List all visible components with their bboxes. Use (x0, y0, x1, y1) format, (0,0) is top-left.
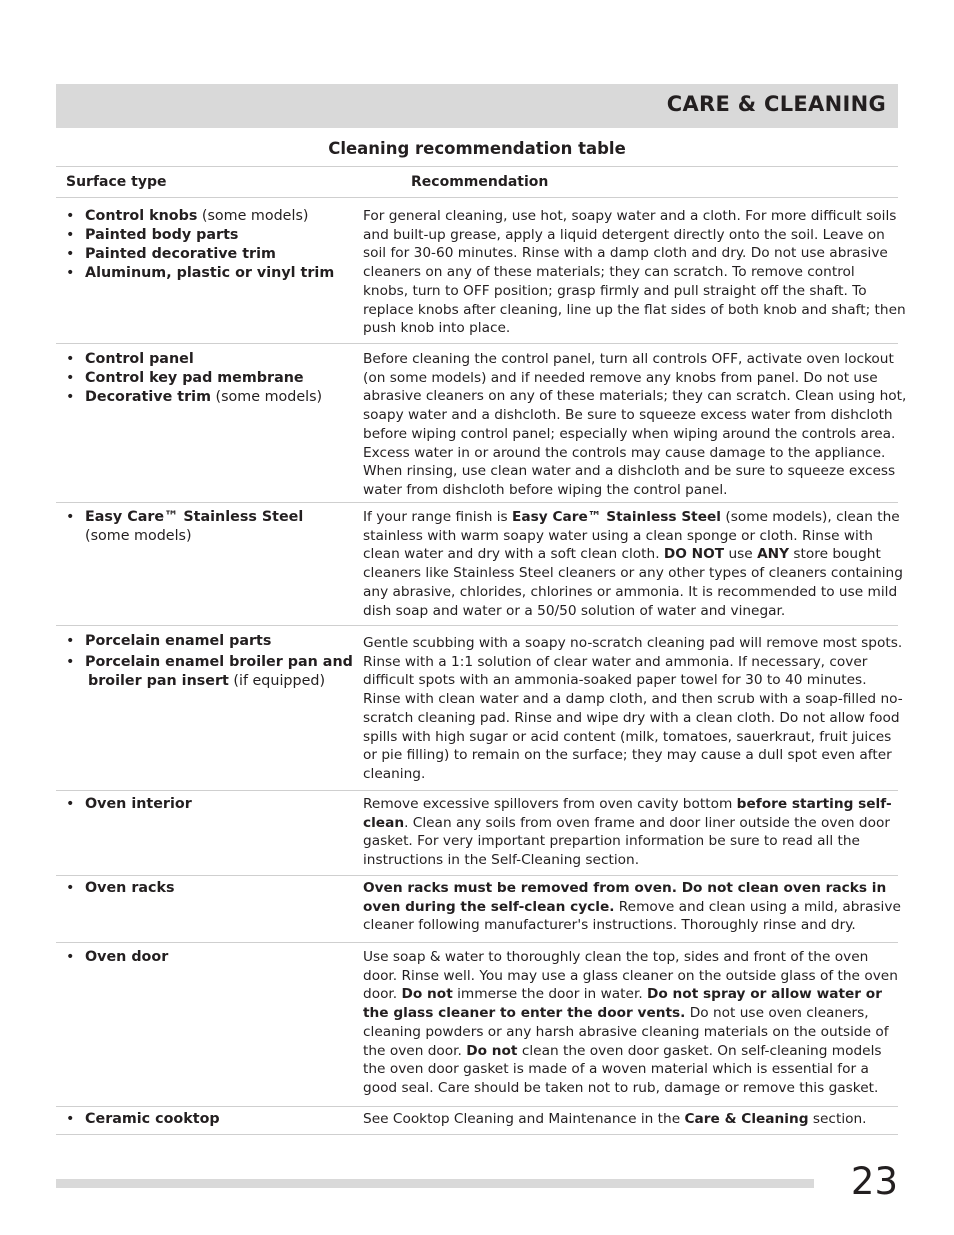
table-bottom-divider (56, 1134, 898, 1135)
surface-item: • Oven door (66, 949, 169, 965)
row-divider (56, 502, 898, 503)
surface-cell (66, 508, 346, 546)
recommendation-cell (363, 634, 903, 784)
header-divider (56, 197, 898, 198)
rec-line: gasket. For very important prepartion information be sure to read all the (363, 833, 860, 850)
rec-line: cleaners on any of these materials; they can scratch. To remove control (363, 264, 855, 281)
surface-name: Control key pad membrane (85, 370, 304, 386)
surface-cell (66, 948, 346, 967)
surface-cell (66, 1110, 346, 1129)
rec-line: the oven door. Do not clean the oven door gasket. On self-cleaning models (363, 1042, 882, 1059)
rec-line: When rinsing, use clean water and a dishcloth and be sure to squeeze excess (363, 463, 896, 480)
surface-item: • Aluminum, plastic or vinyl trim (66, 265, 335, 281)
header-bar (56, 84, 898, 128)
rec-line: Oven racks must be removed from oven. Do not clean oven racks in (363, 880, 887, 896)
rec-line: stainless with warm soapy water using a clean sponge or cloth. Rinse with (363, 527, 873, 544)
rec-line: (on some models) and if needed remove any knobs from panel. Do not use (363, 369, 878, 386)
rec-line: See Cooktop Cleaning and Maintenance in the Care & Cleaning section. (363, 1111, 867, 1127)
surface-cell (66, 350, 346, 407)
rec-line: before wiping control panel; especially when wiping around the controls area. (363, 425, 896, 442)
rec-line: cleaning. (363, 765, 426, 782)
rec-line: any abrasive, chlorides, chlorines or ammonia. It is recommended to use mild (363, 583, 898, 600)
recommendation-cell (363, 350, 907, 500)
recommendation-cell (363, 207, 906, 338)
rec-line: Before cleaning the control panel, turn all controls OFF, activate oven lockout (363, 351, 894, 367)
rec-line: For general cleaning, use hot, soapy water and a cloth. For more difficult soils (363, 208, 897, 224)
surface-name: Oven door (85, 949, 169, 965)
rec-line: clean. Clean any soils from oven frame and door liner outside the oven door (363, 814, 890, 831)
rec-line: or pie filling) to remain on the surface; they may cause a dull spot even after (363, 747, 892, 764)
rec-line: soapy water and a dishcloth. Be sure to squeeze excess water from dishcloth (363, 407, 893, 424)
surface-item: • Control key pad membrane (66, 370, 304, 386)
surface-name: Porcelain enamel parts (85, 633, 272, 649)
rec-line: cleaning powders or any harsh abrasive cleaning materials on the outside of (363, 1023, 889, 1040)
rec-line: the glass cleaner to enter the door vents. Do not use oven cleaners, (363, 1005, 869, 1022)
rec-line: If your range finish is Easy Care™ Stainless Steel (some models), clean the (363, 509, 900, 525)
surface-item: • Painted decorative trim (66, 246, 276, 262)
column-header-surface: Surface type (66, 174, 167, 190)
row-divider (56, 942, 898, 943)
rec-line: good seal. Care should be taken not to rub, damage or remove this gasket. (363, 1079, 879, 1096)
surface-cell (66, 207, 346, 283)
surface-cell (66, 879, 346, 898)
rec-line: abrasive cleaners on any of these materials; they can scratch. Clean using hot, (363, 388, 907, 405)
rec-line: door. Do not immerse the door in water. Do not spray or allow water or (363, 986, 882, 1003)
page-number: 23 (850, 1160, 898, 1203)
recommendation-cell (363, 508, 903, 620)
table-title: Cleaning recommendation table (328, 139, 626, 158)
rec-line: Rinse with a 1:1 solution of clear water and ammonia. If necessary, cover (363, 653, 868, 670)
rec-line: instructions in the Self-Cleaning section. (363, 852, 640, 869)
surface-name: Painted decorative trim (85, 246, 276, 262)
rec-line: Rinse with clean water and a damp cloth, and then scrub with a soap-filled no- (363, 691, 903, 708)
column-header-recommendation: Recommendation (411, 174, 549, 190)
surface-name: Porcelain enamel broiler pan and (85, 654, 353, 670)
surface-name: Control panel (85, 351, 194, 367)
rec-line: cleaner following manufacturer's instructions. Thoroughly rinse and dry. (363, 917, 856, 934)
surface-cell (66, 795, 346, 814)
surface-item: • Ceramic cooktop (66, 1111, 220, 1127)
surface-item: • Oven interior (66, 796, 192, 812)
section-title: CARE & CLEANING (666, 92, 886, 116)
rec-line: door. Rinse well. You may use a glass cleaner on the outside glass of the oven (363, 967, 898, 984)
surface-note: (some models) (85, 528, 192, 544)
rec-line: Use soap & water to thoroughly clean the top, sides and front of the oven (363, 949, 869, 965)
surface-item: • Painted body parts (66, 227, 239, 243)
rec-line: difficult spots with an ammonia-soaked paper towel for 30 to 40 minutes. (363, 672, 867, 689)
row-divider (56, 343, 898, 344)
surface-name: Painted body parts (85, 227, 239, 243)
rec-line: and built-up grease, apply a liquid detergent directly onto the soil. Leave on (363, 226, 885, 243)
surface-item: • Control knobs (some models) (66, 208, 309, 224)
rec-line: knobs, turn to OFF position; grasp firmly and pull straight off the shaft. To (363, 282, 867, 299)
surface-name: Decorative trim (85, 389, 211, 405)
recommendation-cell (363, 879, 901, 935)
row-divider (56, 790, 898, 791)
surface-name: Control knobs (85, 208, 198, 224)
rec-line: scratch cleaning pad. Rinse and wipe dry with a clean cloth. Do not allow food (363, 709, 900, 726)
rec-line: Gentle scubbing with a soapy no-scratch cleaning pad will remove most spots. (363, 635, 903, 651)
surface-name: Ceramic cooktop (85, 1111, 220, 1127)
rec-line: push knob into place. (363, 320, 511, 337)
surface-item: • Porcelain enamel broiler pan and broiler pan insert (if equipped) (66, 654, 353, 689)
row-divider (56, 625, 898, 626)
rec-line: the oven door gasket is made of a woven material which is essential for a (363, 1061, 869, 1078)
rec-line: water from dishcloth before wiping the control panel. (363, 481, 728, 498)
surface-item: • Control panel (66, 351, 194, 367)
recommendation-cell (363, 948, 898, 1098)
rec-line: clean water and dry with a soft clean cloth. DO NOT use ANY store bought (363, 546, 881, 563)
row-divider (56, 875, 898, 876)
rec-line: cleaners like Stainless Steel cleaners or any other types of cleaners containing (363, 565, 903, 582)
surface-cell (66, 632, 353, 691)
surface-name: Oven racks (85, 880, 175, 896)
surface-item: • Easy Care™ Stainless Steel (some models) (66, 509, 304, 544)
rec-line: spills with high sugar or acid content (milk, tomatoes, sauerkraut, fruit juices (363, 728, 892, 745)
surface-name: Aluminum, plastic or vinyl trim (85, 265, 335, 281)
rec-line: dish soap and water or a 50/50 solution of water and vinegar. (363, 602, 786, 619)
row-divider (56, 1106, 898, 1107)
surface-item: • Decorative trim (some models) (66, 389, 323, 405)
table-top-divider (56, 166, 898, 167)
recommendation-cell (363, 795, 898, 870)
rec-line: replace knobs after cleaning, line up the flat sides of both knob and shaft; then (363, 301, 906, 318)
surface-item: • Oven racks (66, 880, 175, 896)
rec-line: oven during the self-clean cycle. Remove and clean using a mild, abrasive (363, 898, 901, 915)
recommendation-cell (363, 1110, 898, 1129)
footer-bar (56, 1179, 814, 1188)
rec-line: Remove excessive spillovers from oven cavity bottom before starting self- (363, 796, 892, 812)
surface-item: • Porcelain enamel parts (66, 633, 272, 649)
surface-name: broiler pan insert (88, 673, 229, 689)
rec-line: Excess water in or around the controls may cause damage to the appliance. (363, 444, 886, 461)
rec-line: soil for 30-60 minutes. Rinse with a damp cloth and dry. Do not use abrasive (363, 245, 888, 262)
surface-note: (if equipped) (228, 673, 326, 689)
surface-name: Easy Care™ Stainless Steel (85, 509, 304, 525)
surface-name: Oven interior (85, 796, 192, 812)
surface-note: (some models) (197, 208, 309, 224)
surface-note: (some models) (210, 389, 323, 405)
